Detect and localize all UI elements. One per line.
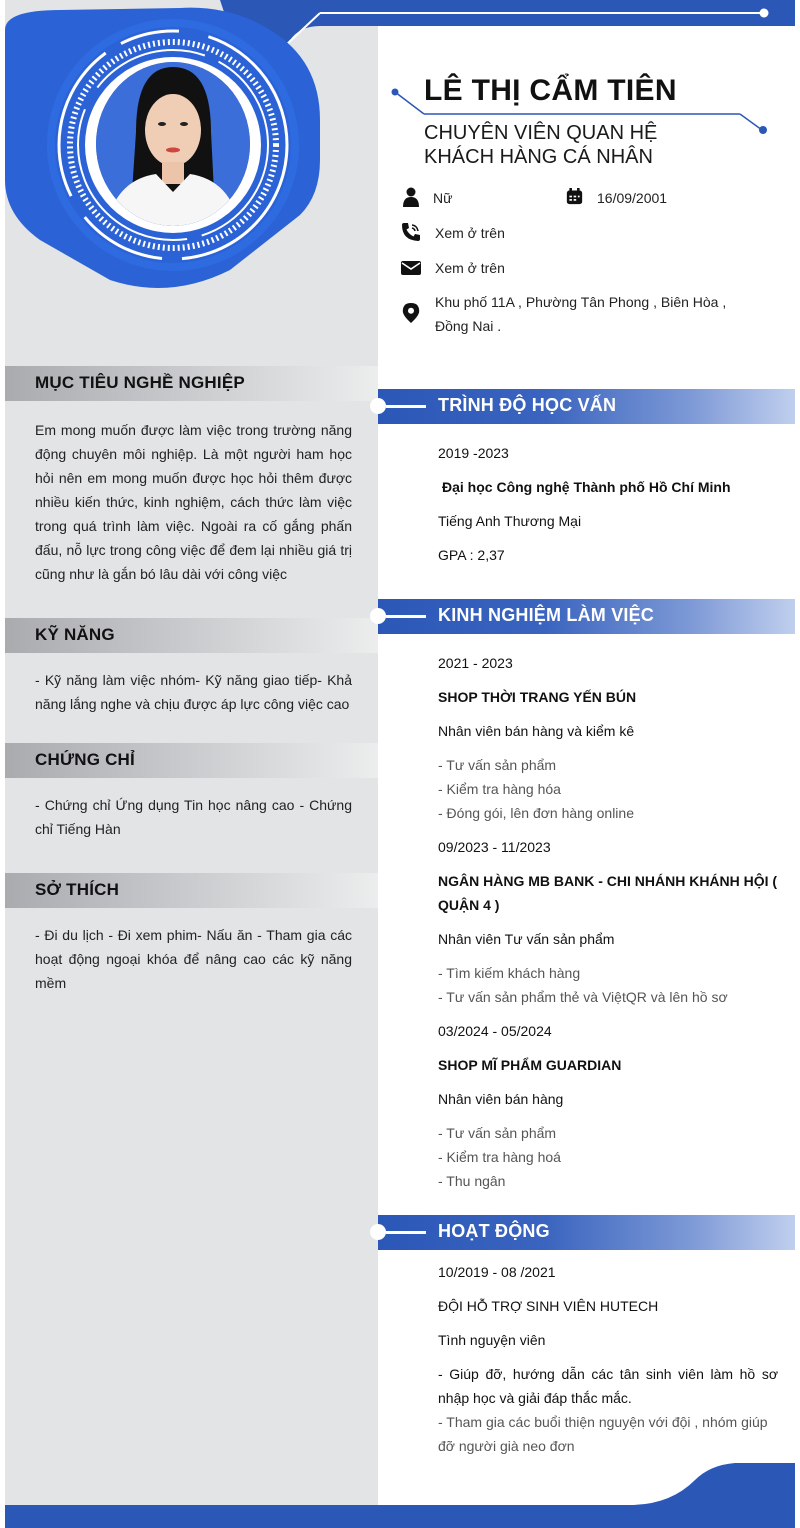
avatar [96,62,250,226]
job1-role: Nhân viên bán hàng và kiểm kê [438,723,635,739]
job2-company-line1: NGÂN HÀNG MB BANK - CHI NHÁNH KHÁNH HỘI ( [438,873,778,889]
hobbies-title: SỞ THÍCH [35,880,120,899]
experience-line [386,615,426,618]
footer-bar [5,1505,795,1528]
objective-text: Em mong muốn được làm việc trong trường năng động chuyên môi nghiệp. Là một người ham học hỏi nên em mong muốn được học hỏi thêm được nhiều kiến thức, kinh nghiệm, cách thức làm việc trong quá trình làm việc. Ngoài ra cố gắng phấn đấu, nỗ lực trong công việc để đem lại nhiều giá trị cũng như là gắn bó lâu dài với công việc [35,422,352,582]
phone-value: Xem ở trên [435,225,505,241]
address-line1: Khu phố 11A , Phường Tân Phong , Biên Hòa , [435,294,727,310]
person-icon [401,187,421,207]
activity-org: ĐỘI HỖ TRỢ SINH VIÊN HUTECH [438,1298,659,1314]
job3-task: - Thu ngân [438,1173,506,1189]
job3-role: Nhân viên bán hàng [438,1091,564,1107]
job3-task: - Kiểm tra hàng hoá [438,1149,561,1165]
objective-header [5,366,378,401]
gender-value: Nữ [433,190,453,206]
candidate-name: LÊ THỊ CẨM TIÊN [424,74,677,107]
job2-company-line2: QUẬN 4 ) [438,897,500,913]
education-school: Đại học Công nghệ Thành phố Hồ Chí Minh [442,479,731,495]
job2-task: - Tìm kiếm khách hàng [438,965,581,981]
calendar-icon [566,188,583,205]
education-title: TRÌNH ĐỘ HỌC VẤN [438,395,617,415]
certificates-text: - Chứng chỉ Ứng dụng Tin học nâng cao - Chứng chỉ Tiếng Hàn [35,797,352,837]
certificates-title: CHỨNG CHỈ [35,750,135,769]
skills-text: - Kỹ năng làm việc nhóm- Kỹ năng giao tiếp- Khả năng lắng nghe và chịu được áp lực công việc cao [35,672,352,712]
job1-task: - Kiểm tra hàng hóa [438,781,561,797]
activities-dot [370,1224,386,1240]
mail-icon [401,258,421,278]
email-value: Xem ở trên [435,260,505,276]
education-header [378,389,795,424]
job3-company: SHOP MĨ PHẨM GUARDIAN [438,1057,622,1073]
hobbies-text: - Đi du lịch - Đi xem phim- Nấu ăn - Tham gia các hoạt động ngoại khóa để nâng cao các kỹ năng mềm [35,927,352,991]
activities-title: HOẠT ĐỘNG [438,1221,550,1241]
hobbies-header [5,873,378,908]
job1-task: - Đóng gói, lên đơn hàng online [438,805,634,821]
activity-task: - Giúp đỡ, hướng dẫn các tân sinh viên làm hồ sơ nhập học và giải đáp thắc mắc. [438,1366,778,1406]
experience-title: KINH NGHIỆM LÀM VIỆC [438,605,655,625]
location-icon [401,303,421,323]
job-title-line2: KHÁCH HÀNG CÁ NHÂN [424,146,653,168]
job1-period: 2021 - 2023 [438,655,513,671]
education-line [386,405,426,408]
objective-title: MỤC TIÊU NGHỀ NGHIỆP [35,373,245,392]
job1-task: - Tư vấn sản phẩm [438,757,557,773]
job3-period: 03/2024 - 05/2024 [438,1023,552,1039]
job1-company: SHOP THỜI TRANG YẾN BÚN [438,689,637,705]
skills-header [5,618,378,653]
job-title-line1: CHUYÊN VIÊN QUAN HỆ [424,122,658,144]
education-major: Tiếng Anh Thương Mại [438,513,582,529]
job-title [424,121,724,169]
job2-role: Nhân viên Tư vấn sản phẩm [438,931,615,947]
certificates-header [5,743,378,778]
dob-value: 16/09/2001 [597,190,668,206]
job2-task: - Tư vấn sản phẩm thẻ và ViệtQR và lên hồ sơ [438,989,728,1005]
activities-header [378,1215,795,1250]
education-dot [370,398,386,414]
address-value [435,290,726,338]
job3-task: - Tư vấn sản phẩm [438,1125,557,1141]
activities-line [386,1231,426,1234]
skills-title: KỸ NĂNG [35,625,115,644]
activity-period: 10/2019 - 08 /2021 [438,1264,556,1280]
education-gpa: GPA : 2,37 [438,547,505,563]
experience-header [378,599,795,634]
job2-period: 09/2023 - 11/2023 [438,839,551,855]
phone-icon [401,222,421,242]
experience-dot [370,608,386,624]
education-period: 2019 -2023 [438,445,509,461]
address-line2: Đồng Nai . [435,318,502,334]
activity-role: Tình nguyện viên [438,1332,546,1348]
activity-task: - Tham gia các buổi thiện nguyện với đội , nhóm giúp đỡ người già neo đơn [438,1414,768,1454]
